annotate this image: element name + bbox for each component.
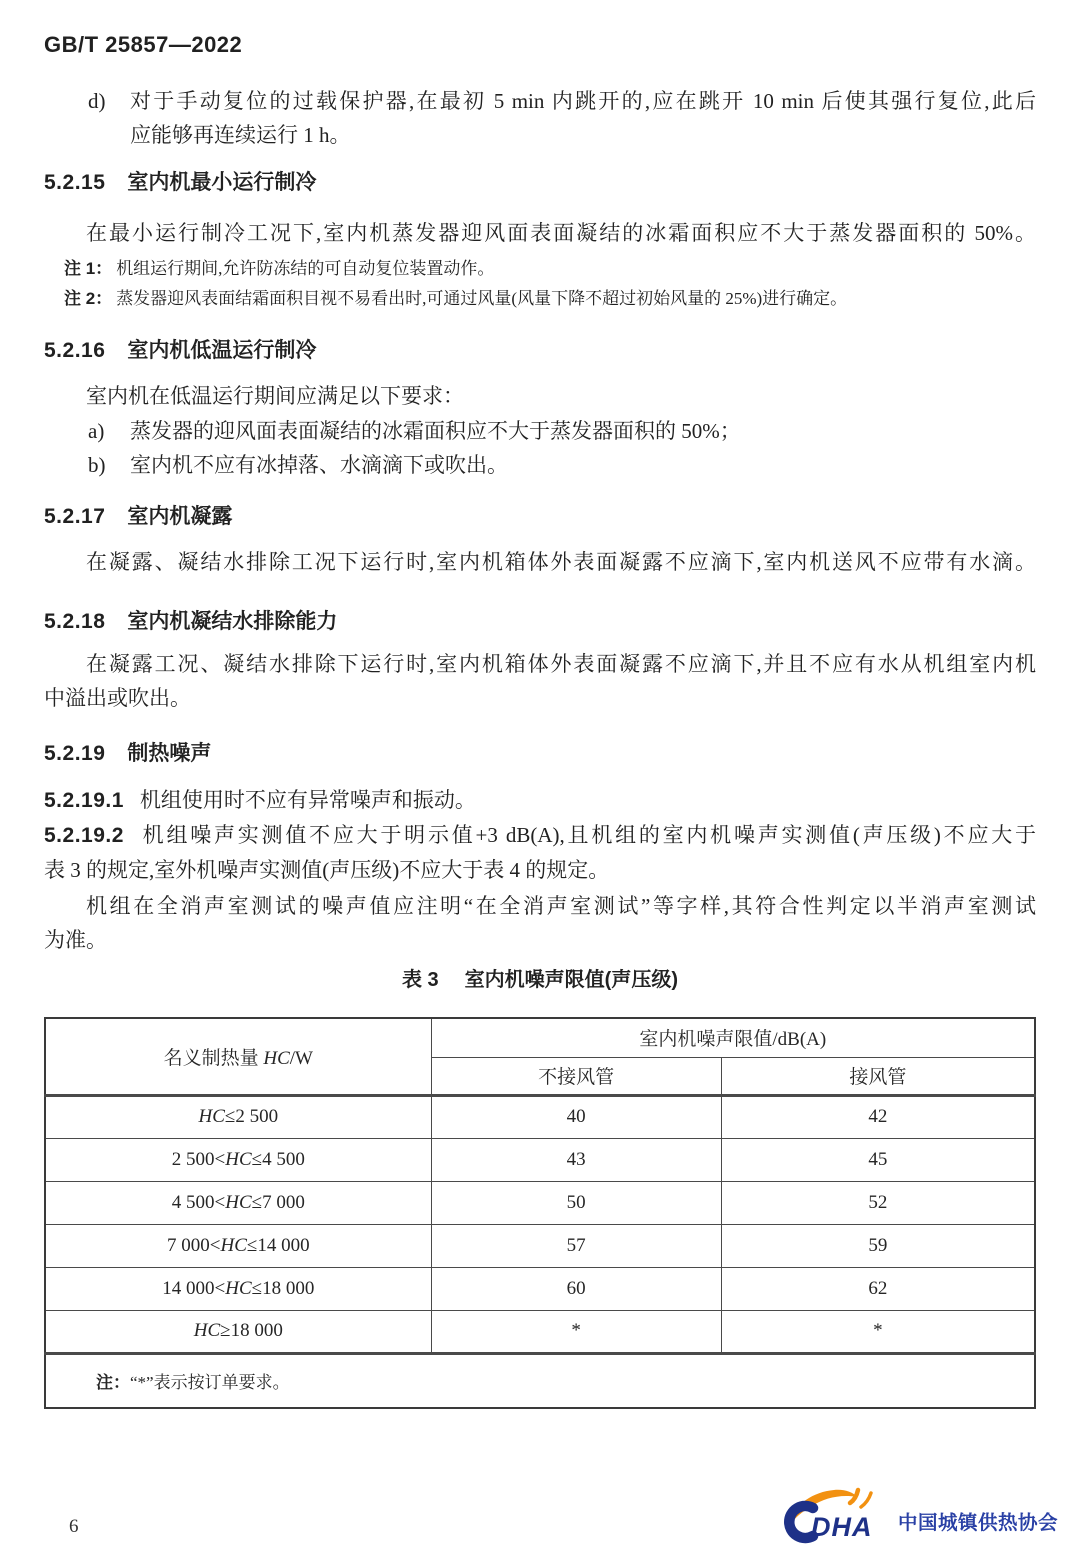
list-item-a [44,414,1036,448]
table-row [45,1224,1035,1267]
logo-acronym: DHA [810,1512,873,1542]
cell-hc-range: HC≤2 500 [45,1095,431,1138]
logo-wave-small-icon [850,1490,858,1503]
cell-with-duct-value: 45 [721,1138,1035,1181]
section-heading-5-2-15 [44,168,1036,198]
section-number: 5.2.18 [44,610,106,633]
note-label: 注： [96,1373,130,1393]
cell-hc-range: HC≥18 000 [45,1310,431,1353]
clause-5-2-19-2-line2: 表 3 的规定,室外机噪声实测值(声压级)不应大于表 4 的规定。 [44,858,610,882]
list-label: b) [88,453,106,477]
logo-wave-smaller-icon [861,1493,871,1507]
table-row [45,1138,1035,1181]
note-label: 注 2： [64,289,113,308]
paragraph-line2: 为准。 [44,928,107,952]
list-text-line2: 应能够再连续运行 1 h。 [130,123,351,147]
logo-org-name: 中国城镇供热协会 [897,1512,1058,1534]
table-note-cell [45,1353,1035,1408]
cell-no-duct-value: 40 [431,1095,721,1138]
list-text: 蒸发器的迎风面表面凝结的冰霜面积应不大于蒸发器面积的 50%； [130,419,741,443]
table-header-row-1 [45,1018,1035,1057]
clause-number: 5.2.19.1 [44,789,124,812]
table-caption [44,965,1036,995]
cdha-logo [784,1486,1058,1544]
paragraph: 在凝露、凝结水排除工况下运行时,室内机箱体外表面凝露不应滴下,室内机送风不应带有水滴。 [86,550,1036,574]
cell-no-duct-value: 57 [431,1224,721,1267]
noise-limit-table [44,1017,1036,1409]
clause-5-2-19-1 [44,783,1036,818]
cell-no-duct-value: 60 [431,1267,721,1310]
table-row [45,1267,1035,1310]
header-cell-no-duct: 不接风管 [431,1057,721,1095]
clause-number: 5.2.19.2 [44,824,124,847]
cell-with-duct-value: 59 [721,1224,1035,1267]
note-text: 蒸发器迎风表面结霜面积目视不易看出时,可通过风量(风量下降不超过初始风量的 25%)进行确定。 [116,289,848,308]
page-footer [0,1480,1080,1568]
paragraph: 室内机在低温运行期间应满足以下要求： [86,384,464,408]
section-heading-5-2-17 [44,502,1036,532]
list-label: d) [88,89,106,113]
cell-with-duct-value: 42 [721,1095,1035,1138]
header-cell-with-duct: 接风管 [721,1057,1035,1095]
section-title: 室内机低温运行制冷 [127,339,317,362]
clause-5-2-19-2-line1 [44,818,1036,853]
clause-text: 机组使用时不应有异常噪声和振动。 [139,788,476,812]
logo-crescent-icon [789,1506,813,1538]
section-heading-5-2-19 [44,739,1036,769]
paragraph: 在最小运行制冷工况下,室内机蒸发器迎风面表面凝结的冰霜面积应不大于蒸发器面积的 50%。 [86,221,1036,245]
note-2 [44,284,1036,314]
section-heading-5-2-16 [44,336,1036,366]
cell-with-duct-value: * [721,1310,1035,1353]
section-heading-5-2-18 [44,607,1036,637]
clause-text: 机组噪声实测值不应大于明示值+3 dB(A),且机组的室内机噪声实测值(声压级)不应大于 [139,823,1036,847]
header-cell-noise-limit-group: 室内机噪声限值/dB(A) [431,1018,1035,1057]
cell-no-duct-value: 50 [431,1181,721,1224]
section-number: 5.2.17 [44,505,106,528]
table-caption-title: 室内机噪声限值(声压级) [464,969,678,991]
cell-hc-range: 2 500<HC≤4 500 [45,1138,431,1181]
paragraph-line1: 在凝露工况、凝结水排除下运行时,室内机箱体外表面凝露不应滴下,并且不应有水从机组室内机 [86,652,1036,676]
page-number: 6 [69,1516,79,1537]
section-number: 5.2.15 [44,171,106,194]
cdha-logo-emblem [784,1486,888,1544]
cell-hc-range: 4 500<HC≤7 000 [45,1181,431,1224]
note-text: “*”表示按订单要求。 [130,1373,290,1393]
section-number: 5.2.19 [44,742,106,765]
list-item-b [44,448,1036,482]
list-item-d-continuation [44,118,1036,152]
list-text: 室内机不应有冰掉落、水滴滴下或吹出。 [130,453,508,477]
table-row [45,1310,1035,1353]
cell-hc-range: 7 000<HC≤14 000 [45,1224,431,1267]
table-caption-label: 表 3 [401,969,439,991]
cell-with-duct-value: 52 [721,1181,1035,1224]
list-label: a) [88,419,105,443]
table-row [45,1095,1035,1138]
cell-no-duct-value: 43 [431,1138,721,1181]
list-item-d [44,84,1036,118]
cell-hc-range: 14 000<HC≤18 000 [45,1267,431,1310]
note-label: 注 1： [64,259,113,278]
section-number: 5.2.16 [44,339,106,362]
table-note-row [45,1353,1035,1408]
section-title: 室内机最小运行制冷 [127,171,317,194]
note-1 [44,254,1036,284]
header-cell-heating-capacity: 名义制热量 HC/W [45,1018,431,1095]
list-text-line1: 对于手动复位的过载保护器,在最初 5 min 内跳开的,应在跳开 10 min 后使其强行复位,此后 [130,89,1036,113]
paragraph-line1: 机组在全消声室测试的噪声值应注明“在全消声室测试”等字样,其符合性判定以半消声室测试 [86,894,1036,918]
standard-number-header: GB/T 25857—2022 [44,32,243,57]
table-row [45,1181,1035,1224]
section-title: 室内机凝结水排除能力 [127,610,338,633]
section-title: 室内机凝露 [127,505,233,528]
paragraph-line2: 中溢出或吹出。 [44,686,191,710]
cell-with-duct-value: 62 [721,1267,1035,1310]
cell-no-duct-value: * [431,1310,721,1353]
note-text: 机组运行期间,允许防冻结的可自动复位装置动作。 [116,259,495,278]
section-title: 制热噪声 [127,742,212,765]
